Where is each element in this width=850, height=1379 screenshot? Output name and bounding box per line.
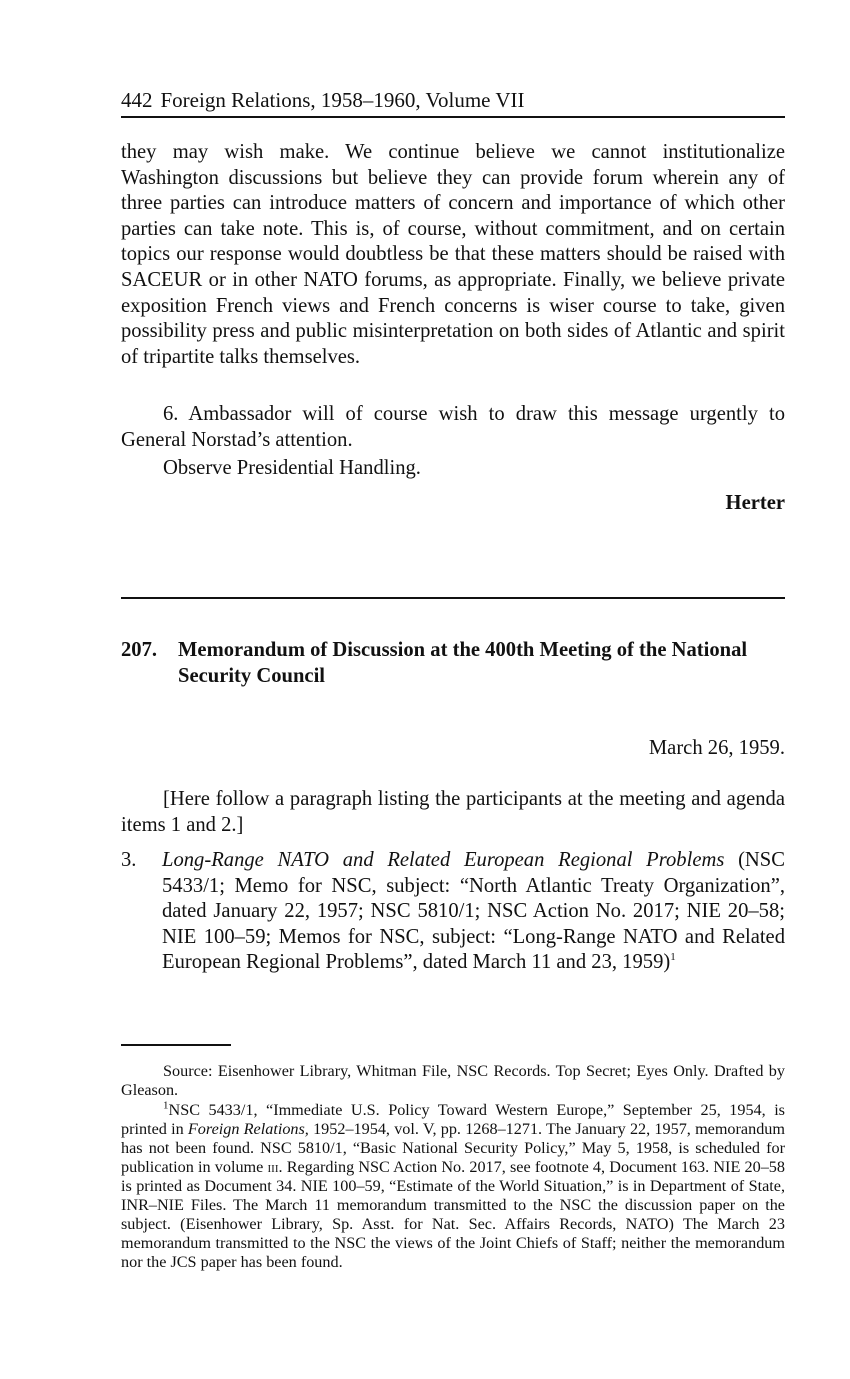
agenda-item-number: 3. (121, 849, 137, 871)
header-rule (121, 116, 785, 118)
footnote-1-text-a: NSC 5433/1, “Immediate U.S. Policy Toward Western Europe,” September 25, 1954, is printed in (121, 1101, 785, 1138)
document-title: Memorandum of Discussion at the 400th Meeting of the National Security Council (178, 639, 748, 687)
handling-instruction: Observe Presidential Handling. (163, 457, 421, 479)
footnote-rule (121, 1044, 231, 1046)
footnote-1-mark: 1 (163, 1099, 169, 1112)
document-number: 207. (121, 639, 158, 661)
editorial-note: [Here follow a paragraph listing the participants at the meeting and agenda items 1 and 2.] (121, 788, 785, 836)
section-divider (121, 597, 785, 599)
continuation-paragraph: they may wish make. We continue believe we cannot institutionalize Washington discussions but believe they can provide forum wherein any of three parties can introduce matters of concern and importance of which other parties can take note. This is, of course, without commitment, and on certain topics our response would doubtless be that these matters should be raised with SACEUR or in other NATO forums, as appropriate. Finally, we believe private exposition French views and French concerns is wiser course to take, given possibility press and public misinterpretation on both sides of Atlantic and spirit of tripartite talks themselves. (121, 141, 785, 368)
running-title: Foreign Relations, 1958–1960, Volume VII (160, 88, 525, 112)
footnote-reference-1[interactable]: 1 (670, 951, 676, 964)
paragraph-6: 6. Ambassador will of course wish to draw this message urgently to General Norstad’s attention. (121, 403, 785, 451)
source-note: Source: Eisenhower Library, Whitman File, NSC Records. Top Secret; Eyes Only. Drafted by Gleason. (121, 1062, 785, 1099)
footnote-1 (121, 1101, 785, 1272)
footnote-1-publication: Foreign Relations, (187, 1120, 309, 1138)
footnote-1-text-c: . Regarding NSC Action No. 2017, see footnote 4, Document 163. NIE 20–58 is printed as Document 34. NIE 100–59, “Estimate of the World Situation,” is in Department of State, INR–NIE Files. The March 11 memorandum transmitted to the NSC the discussion paper on the subject. (Eisenhower Library, Sp. Asst. for Nat. Sec. Affairs Records, NATO) The March 23 memorandum transmitted to the NSC the views of the Joint Chiefs of Staff; neither the memorandum nor the JCS paper has been found. (121, 1158, 785, 1271)
footnote-1-text-b: 1952–1954, vol. V, pp. 1268–1271. The January 22, 1957, memorandum has not been found. NSC 5810/1, “Basic National Security Policy,” May 5, 1958, is scheduled for publication in volume (121, 1120, 785, 1176)
document-date: March 26, 1959. (648, 737, 785, 759)
agenda-item-references: (NSC 5433/1; Memo for NSC, subject: “North Atlantic Treaty Organization”, dated January 22, 1957; NSC 5810/1; NSC Action No. 2017; NIE 20–58; NIE 100–59; Memos for NSC, subject: “Long-Range NATO and Related European Regional Problems”, dated March 11 and 23, 1959) (162, 849, 785, 974)
page-number: 442 (121, 88, 153, 112)
agenda-item (162, 848, 785, 976)
agenda-item-title: Long-Range NATO and Related European Regional Problems (162, 849, 725, 871)
running-head (121, 86, 785, 114)
signature: Herter (725, 492, 785, 514)
footnote-1-volume: iii (267, 1158, 279, 1176)
